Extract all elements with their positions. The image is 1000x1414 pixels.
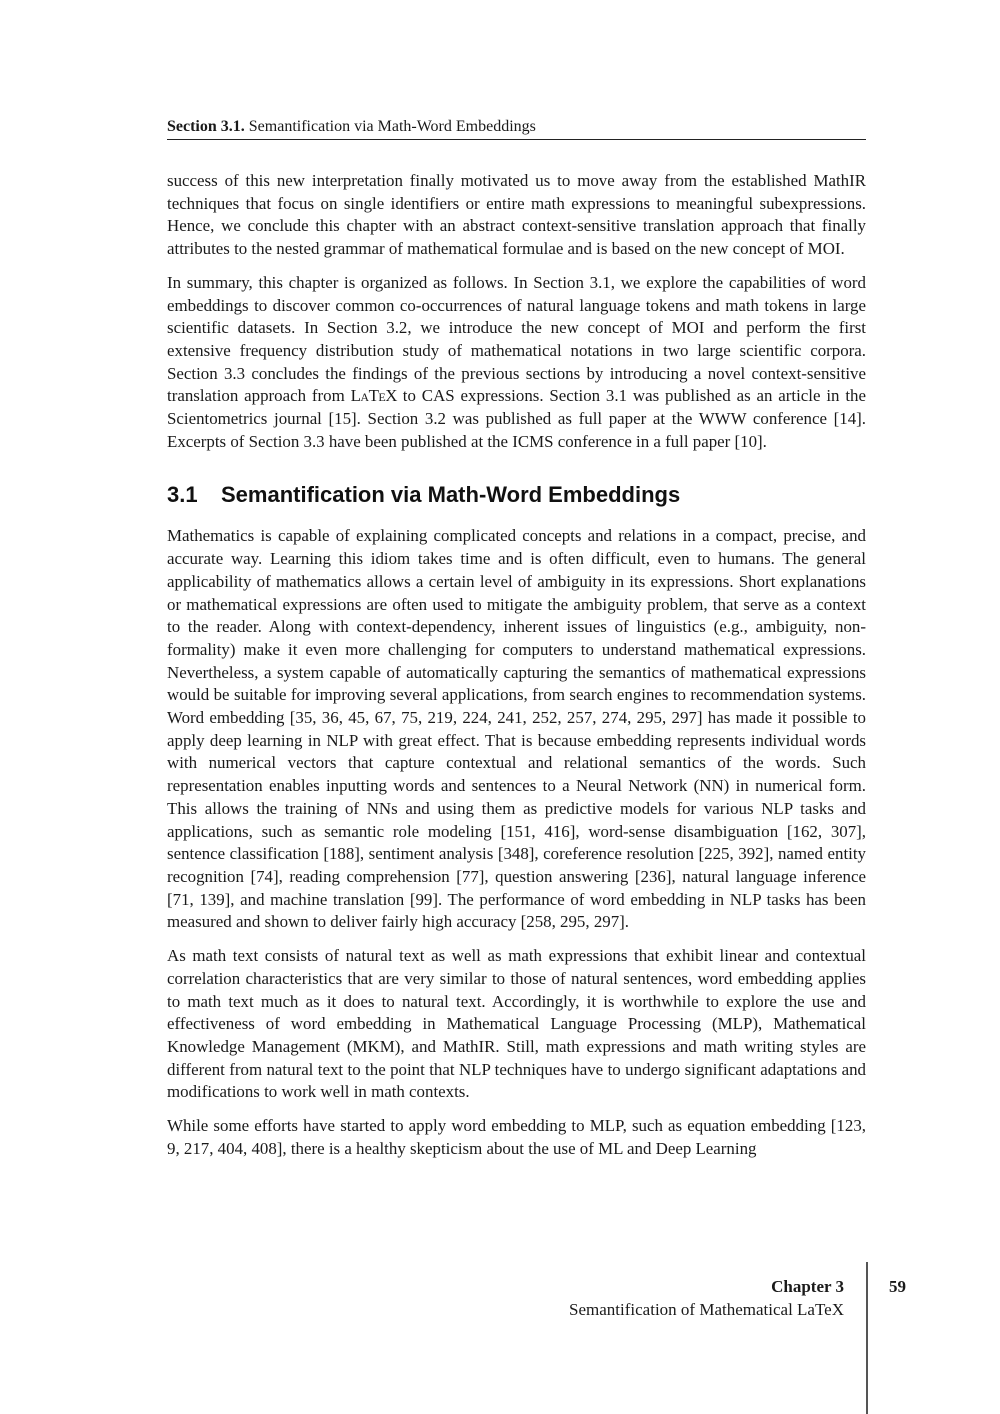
paragraph: While some efforts have started to apply word embedding to MLP, such as equation embedding [123, 9, 217, 404, 408], there is a healthy skepticism about the use of ML and Deep Learning bbox=[167, 1116, 866, 1158]
running-head-section-label: Section 3.1. bbox=[167, 118, 245, 135]
page-number: 59 bbox=[889, 1277, 906, 1296]
footer-divider bbox=[866, 1262, 868, 1414]
footer-chapter: Chapter 3 bbox=[771, 1277, 844, 1296]
section-title: Semantification via Math-Word Embeddings bbox=[221, 482, 681, 508]
page-footer bbox=[569, 1275, 844, 1321]
paragraph: success of this new interpretation finally motivated us to move away from the established MathIR techniques that focus on single identifiers or entire math expressions to meaningful subexpressions. Hence, we conclude this chapter with an abstract context-sensitive translation approach that finally attributes to the nested grammar of mathematical formulae and is based on the new concept of MOI. bbox=[167, 171, 866, 259]
paragraph: Mathematics is capable of explaining complicated concepts and relations in a compact, precise, and accurate way. Learning this idiom takes time and is often difficult, even to humans. The general applicability of mathematics allows a certain level of ambiguity in its expressions. Short explanations or mathematical expressions are often used to mitigate the ambiguity problem, that serve as a context to the reader. Along with context-dependency, inherent issues of linguistics (e.g., ambiguity, non-formality) make it even more challenging for computers to understand mathematical expressions. Nevertheless, a system capable of automatically capturing the semantics of mathematical expressions would be suitable for improving several applications, from search engines to recommendation systems. Word embedding [35, 36, 45, 67, 75, 219, 224, 241, 252, 257, 274, 295, 297] has made it possible to apply deep learning in NLP with great effect. That is because embedding represents individual words with numerical vectors that capture contextual and relational semantics of the words. Such representation enables inputting words and sentences to a Neural Network (NN) in numerical form. This allows the training of NNs and using them as predictive models for various NLP tasks and applications, such as semantic role modeling [151, 416], word-sense disambiguation [162, 307], sentence classification [188], sentiment analysis [348], coreference resolution [225, 392], named entity recognition [74], reading comprehension [77], question answering [236], natural language inference [71, 139], and machine translation [99]. The performance of word embedding in NLP tasks has been measured and shown to deliver fairly high accuracy [258, 295, 297]. bbox=[167, 526, 866, 932]
running-head-section-title: Semantification via Math-Word Embeddings bbox=[248, 118, 536, 135]
footer-chapter-title: Semantification of Mathematical LaTeX bbox=[569, 1300, 844, 1319]
running-head bbox=[167, 117, 866, 140]
section-number: 3.1 bbox=[167, 482, 198, 508]
paragraph: As math text consists of natural text as well as math expressions that exhibit linear and contextual correlation characteristics that are very similar to those of natural sentences, word embedding applies to math text much as it does to natural text. Accordingly, it is worthwhile to explore the use and effectiveness of word embedding in Mathematical Language Processing (MLP), Mathematical Knowledge Management (MKM), and MathIR. Still, math expressions and math writing styles are different from natural text to the point that NLP techniques have to undergo significant adaptations and modifications to work well in math contexts. bbox=[167, 946, 866, 1102]
section-heading bbox=[167, 481, 866, 509]
latex-logo: LaTeX bbox=[350, 386, 397, 406]
paragraph-text: to CAS expressions. Section 3.1 was published as an article in the Scientometrics journal [15]. Section 3.2 was published as full paper at the WWW conference [14]. Excerpts of Section 3.3 have been published at the ICMS conference in a full paper [10]. bbox=[167, 386, 866, 451]
paragraph-text: In summary, this chapter is organized as follows. In Section 3.1, we explore the capabilities of word embeddings to discover common co-occurrences of natural language tokens and math tokens in large scientific datasets. In Section 3.2, we introduce the new concept of MOI and perform the first extensive frequency distribution study of mathematical notations in two large scientific corpora. Section 3.3 concludes the findings of the previous sections by introducing a novel context-sensitive translation approach from bbox=[167, 272, 866, 406]
page-body bbox=[167, 170, 866, 1171]
paragraph bbox=[167, 272, 866, 454]
